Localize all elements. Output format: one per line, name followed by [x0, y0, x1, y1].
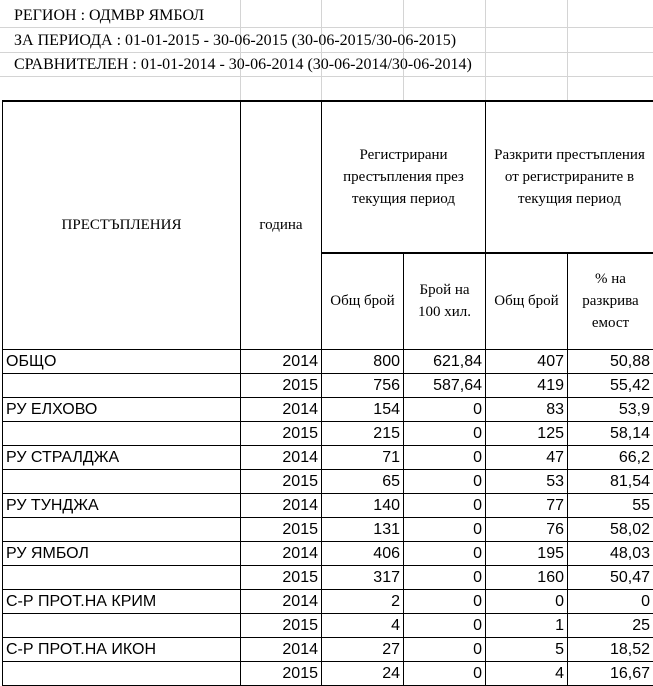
cell-solved[interactable]: 4 — [486, 661, 568, 685]
cell-year[interactable]: 2014 — [241, 397, 322, 421]
cell-year[interactable]: 2014 — [241, 349, 322, 373]
table-row — [3, 517, 653, 541]
table-row — [3, 613, 653, 637]
cell-solved[interactable]: 5 — [486, 637, 568, 661]
table-row — [3, 565, 653, 589]
cell-solve-rate[interactable]: 48,03 — [568, 541, 653, 565]
cell-crime-name[interactable] — [3, 373, 241, 397]
cell-per-100k[interactable]: 0 — [404, 397, 486, 421]
cell-crime-name[interactable] — [3, 565, 241, 589]
col-solve-rate[interactable]: % на разкрива емост — [568, 253, 653, 349]
cell-solve-rate[interactable]: 50,88 — [568, 349, 653, 373]
compare-line[interactable]: СРАВНИТЕЛЕН : 01-01-2014 - 30-06-2014 (30-06-2014/30-06-2014) — [14, 55, 472, 75]
cell-registered[interactable]: 800 — [322, 349, 404, 373]
cell-registered[interactable]: 24 — [322, 661, 404, 685]
col-solved-group[interactable]: Разкрити престъпления от регистрираните в текущия период — [486, 101, 653, 253]
cell-year[interactable]: 2014 — [241, 637, 322, 661]
cell-solved[interactable]: 53 — [486, 469, 568, 493]
cell-solve-rate[interactable]: 25 — [568, 613, 653, 637]
cell-solve-rate[interactable]: 55,42 — [568, 373, 653, 397]
table-row — [3, 349, 653, 373]
cell-solved[interactable]: 160 — [486, 565, 568, 589]
cell-solve-rate[interactable]: 18,52 — [568, 637, 653, 661]
cell-solved[interactable]: 76 — [486, 517, 568, 541]
cell-per-100k[interactable]: 0 — [404, 589, 486, 613]
table-row — [3, 637, 653, 661]
cell-year[interactable]: 2014 — [241, 445, 322, 469]
cell-solved[interactable]: 1 — [486, 613, 568, 637]
cell-per-100k[interactable]: 0 — [404, 493, 486, 517]
cell-registered[interactable]: 131 — [322, 517, 404, 541]
cell-solved[interactable]: 77 — [486, 493, 568, 517]
col-solved-total[interactable]: Общ брой — [486, 253, 568, 349]
cell-solved[interactable]: 125 — [486, 421, 568, 445]
cell-crime-name[interactable]: РУ ЯМБОЛ — [3, 541, 241, 565]
cell-solved[interactable]: 419 — [486, 373, 568, 397]
cell-registered[interactable]: 406 — [322, 541, 404, 565]
table-row — [3, 421, 653, 445]
cell-registered[interactable]: 756 — [322, 373, 404, 397]
cell-solve-rate[interactable]: 58,14 — [568, 421, 653, 445]
col-crimes[interactable]: ПРЕСТЪПЛЕНИЯ — [3, 101, 241, 349]
cell-per-100k[interactable]: 0 — [404, 421, 486, 445]
cell-per-100k[interactable]: 0 — [404, 445, 486, 469]
cell-crime-name[interactable] — [3, 661, 241, 685]
cell-year[interactable]: 2015 — [241, 565, 322, 589]
cell-solved[interactable]: 0 — [486, 589, 568, 613]
col-total-count[interactable]: Общ брой — [322, 253, 404, 349]
cell-year[interactable]: 2015 — [241, 517, 322, 541]
cell-crime-name[interactable] — [3, 421, 241, 445]
cell-per-100k[interactable]: 0 — [404, 637, 486, 661]
cell-solve-rate[interactable]: 58,02 — [568, 517, 653, 541]
cell-solved[interactable]: 407 — [486, 349, 568, 373]
table-row — [3, 589, 653, 613]
cell-year[interactable]: 2015 — [241, 421, 322, 445]
cell-per-100k[interactable]: 0 — [404, 541, 486, 565]
cell-year[interactable]: 2015 — [241, 613, 322, 637]
table-row — [3, 373, 653, 397]
cell-registered[interactable]: 154 — [322, 397, 404, 421]
cell-solve-rate[interactable]: 81,54 — [568, 469, 653, 493]
table-row — [3, 661, 653, 685]
cell-per-100k[interactable]: 621,84 — [404, 349, 486, 373]
cell-crime-name[interactable] — [3, 517, 241, 541]
cell-year[interactable]: 2014 — [241, 541, 322, 565]
table-row — [3, 541, 653, 565]
cell-per-100k[interactable]: 0 — [404, 661, 486, 685]
cell-year[interactable]: 2014 — [241, 589, 322, 613]
cell-crime-name[interactable]: ОБЩО — [3, 349, 241, 373]
cell-year[interactable]: 2015 — [241, 661, 322, 685]
col-registered-group[interactable]: Регистрирани престъпления през текущия период — [322, 101, 486, 253]
cell-registered[interactable]: 71 — [322, 445, 404, 469]
cell-registered[interactable]: 140 — [322, 493, 404, 517]
col-year[interactable]: година — [241, 101, 322, 349]
region-line[interactable]: РЕГИОН : ОДМВР ЯМБОЛ — [14, 6, 204, 26]
cell-year[interactable]: 2015 — [241, 469, 322, 493]
cell-solved[interactable]: 47 — [486, 445, 568, 469]
cell-registered[interactable]: 65 — [322, 469, 404, 493]
cell-year[interactable]: 2014 — [241, 493, 322, 517]
table-row — [3, 397, 653, 421]
cell-registered[interactable]: 4 — [322, 613, 404, 637]
crime-report-table — [2, 100, 653, 686]
cell-solve-rate[interactable]: 0 — [568, 589, 653, 613]
cell-registered[interactable]: 27 — [322, 637, 404, 661]
header-row-top — [3, 101, 653, 253]
cell-solve-rate[interactable]: 66,2 — [568, 445, 653, 469]
cell-solved[interactable]: 83 — [486, 397, 568, 421]
cell-registered[interactable]: 215 — [322, 421, 404, 445]
cell-solve-rate[interactable]: 55 — [568, 493, 653, 517]
period-line[interactable]: ЗА ПЕРИОДА : 01-01-2015 - 30-06-2015 (30-06-2015/30-06-2015) — [14, 31, 456, 51]
cell-solve-rate[interactable]: 16,67 — [568, 661, 653, 685]
cell-per-100k[interactable]: 587,64 — [404, 373, 486, 397]
table-body — [3, 349, 653, 685]
cell-solved[interactable]: 195 — [486, 541, 568, 565]
table-row — [3, 493, 653, 517]
cell-solve-rate[interactable]: 53,9 — [568, 397, 653, 421]
col-per-100k[interactable]: Брой на 100 хил. — [404, 253, 486, 349]
cell-crime-name[interactable]: РУ ЕЛХОВО — [3, 397, 241, 421]
cell-crime-name[interactable] — [3, 613, 241, 637]
cell-per-100k[interactable]: 0 — [404, 517, 486, 541]
table-row — [3, 469, 653, 493]
table-row — [3, 445, 653, 469]
cell-per-100k[interactable]: 0 — [404, 613, 486, 637]
cell-solve-rate[interactable]: 50,47 — [568, 565, 653, 589]
cell-per-100k[interactable]: 0 — [404, 565, 486, 589]
cell-crime-name[interactable]: РУ ТУНДЖА — [3, 493, 241, 517]
cell-registered[interactable]: 317 — [322, 565, 404, 589]
cell-per-100k[interactable]: 0 — [404, 469, 486, 493]
cell-crime-name[interactable]: С-Р ПРОТ.НА КРИМ — [3, 589, 241, 613]
cell-crime-name[interactable]: С-Р ПРОТ.НА ИКОН — [3, 637, 241, 661]
cell-crime-name[interactable] — [3, 469, 241, 493]
cell-year[interactable]: 2015 — [241, 373, 322, 397]
cell-crime-name[interactable]: РУ СТРАЛДЖА — [3, 445, 241, 469]
cell-registered[interactable]: 2 — [322, 589, 404, 613]
